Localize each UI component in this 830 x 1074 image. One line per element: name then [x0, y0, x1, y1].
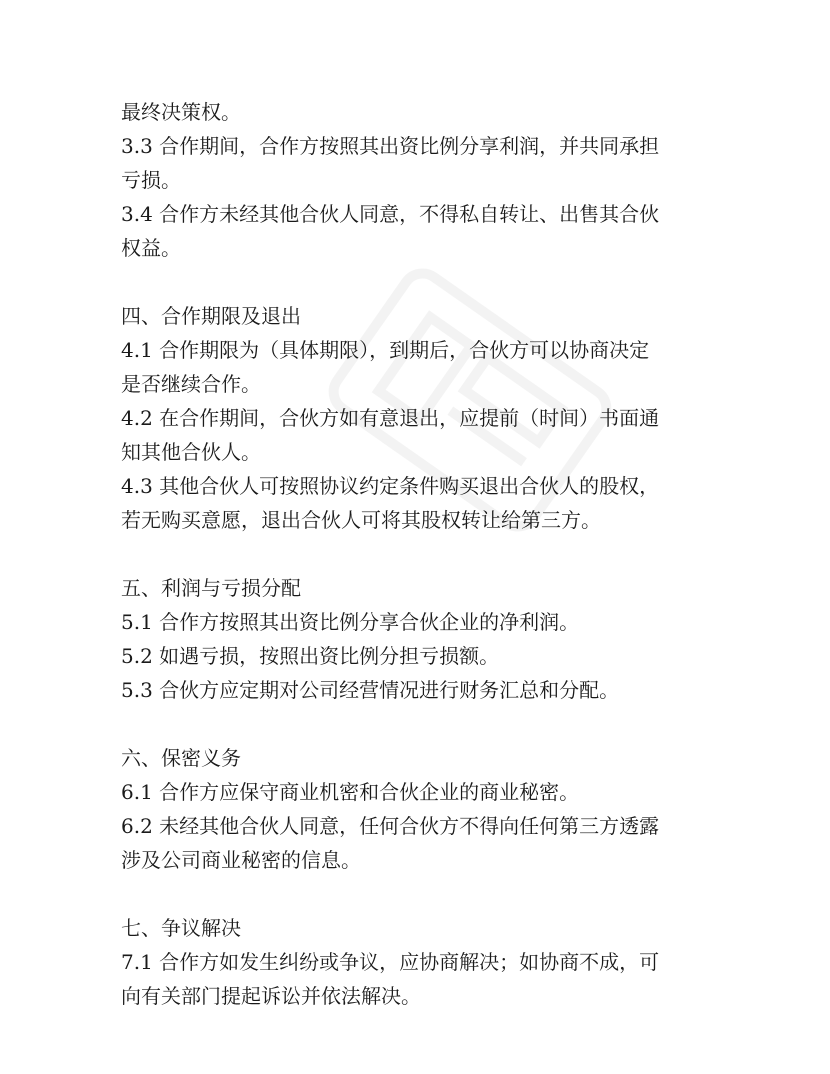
document-body [121, 95, 711, 1013]
text-line: 亏损。 [121, 168, 181, 192]
text-line: 3.3 合作期间，合作方按照其出资比例分享利润，并共同承担 [121, 134, 660, 158]
paragraph-gap [121, 707, 711, 741]
text-line: 6.1 合作方应保守商业机密和合伙企业的商业秘密。 [121, 780, 580, 804]
text-line: 3.4 合作方未经其他合伙人同意，不得私自转让、出售其合伙 [121, 202, 660, 226]
text-line: 涉及公司商业秘密的信息。 [121, 848, 361, 872]
section-heading: 六、保密义务 [121, 746, 241, 770]
text-line: 是否继续合作。 [121, 372, 261, 396]
text-line: 5.1 合作方按照其出资比例分享合伙企业的净利润。 [121, 610, 580, 634]
text-line: 4.3 其他合伙人可按照协议约定条件购买退出合伙人的股权， [121, 474, 660, 498]
text-line: 6.2 未经其他合伙人同意，任何合伙方不得向任何第三方透露 [121, 814, 660, 838]
text-line: 4.2 在合作期间，合伙方如有意退出，应提前（时间）书面通 [121, 406, 660, 430]
text-line: 最终决策权。 [121, 100, 241, 124]
text-line: 5.3 合伙方应定期对公司经营情况进行财务汇总和分配。 [121, 678, 620, 702]
paragraph-gap [121, 877, 711, 911]
paragraph-gap [121, 265, 711, 299]
text-line: 4.1 合作期限为（具体期限），到期后，合伙方可以协商决定 [121, 338, 650, 362]
section-heading: 五、利润与亏损分配 [121, 576, 301, 600]
text-line: 知其他合伙人。 [121, 440, 261, 464]
paragraph-gap [121, 537, 711, 571]
text-line: 7.1 合作方如发生纠纷或争议，应协商解决；如协商不成，可 [121, 950, 660, 974]
text-line: 向有关部门提起诉讼并依法解决。 [121, 984, 421, 1008]
section-heading: 四、合作期限及退出 [121, 304, 301, 328]
text-line: 5.2 如遇亏损，按照出资比例分担亏损额。 [121, 644, 500, 668]
text-line: 权益。 [121, 236, 181, 260]
text-line: 若无购买意愿，退出合伙人可将其股权转让给第三方。 [121, 508, 601, 532]
section-heading: 七、争议解决 [121, 916, 241, 940]
